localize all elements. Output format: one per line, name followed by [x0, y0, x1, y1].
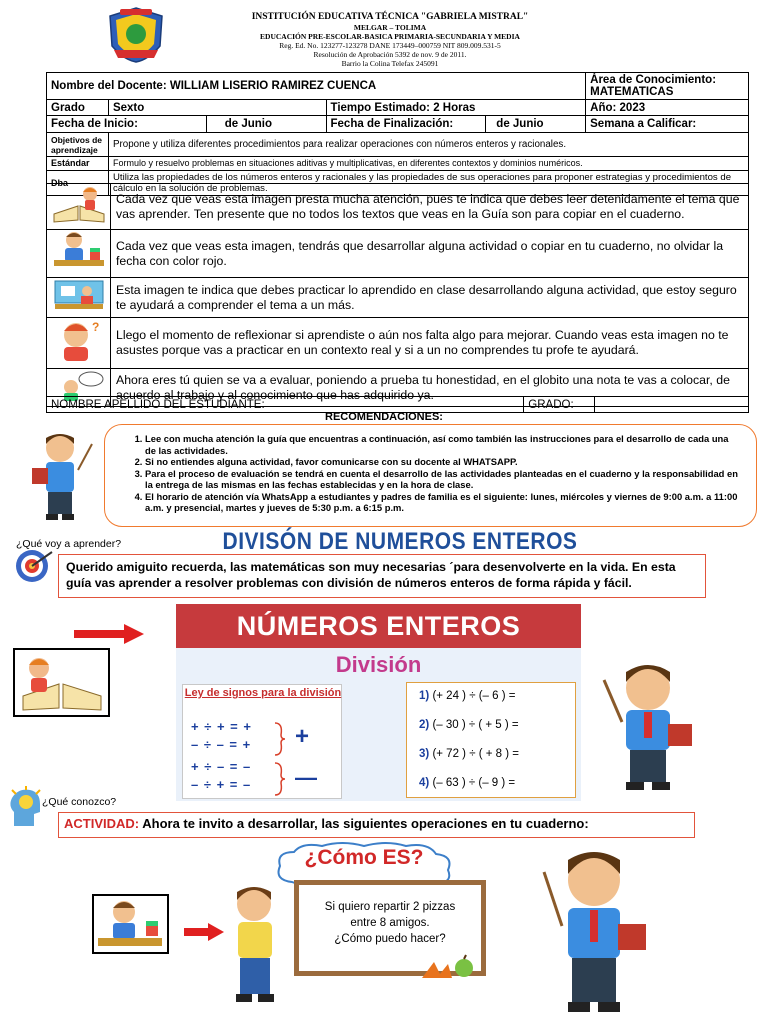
problem-line: ¿Cómo puedo hacer?: [334, 933, 446, 945]
time-label: Tiempo Estimado:: [330, 101, 430, 114]
time-value: 2 Horas: [433, 101, 476, 114]
activity-box: [58, 812, 695, 838]
operation-number: 1): [419, 690, 430, 702]
operations-box: [406, 682, 576, 798]
guide-info-table: [46, 72, 749, 196]
icon-cell: [47, 184, 111, 230]
activity-label: ACTIVIDAD:: [64, 816, 140, 831]
icon-cell: [47, 318, 111, 369]
student-name-label: NOMBRE APELLIDO DEL ESTUDIANTE:: [47, 397, 524, 413]
thinking-child-icon: [54, 319, 104, 363]
teacher-icon: [538, 846, 648, 1016]
brace-icon: [273, 721, 287, 757]
start-label: Fecha de Inicio:: [47, 116, 207, 133]
recommendation-item: 1. Lee con mucha atención la guía que encuentras a continuación, así como también las instrucciones para el desarrollo de cada una de las actividades.: [145, 433, 742, 456]
time-cell: [326, 100, 586, 116]
operation-item: [419, 719, 519, 731]
slide-subtitle: División: [335, 652, 422, 677]
como-es-title: ¿Cómo ES?: [304, 846, 424, 869]
year-cell: [586, 100, 749, 116]
lightbulb-head-icon: [6, 786, 44, 830]
grade-label: Grado: [47, 100, 109, 116]
reading-book-icon: [50, 184, 108, 224]
institution-resolution: Resolución de Aprobación 5392 de nov. 9 de 2011.: [313, 50, 467, 59]
standard-label: Estándar: [47, 157, 109, 171]
area-label: Área de Conocimiento:: [590, 74, 717, 86]
icon-row: [47, 184, 749, 230]
dba-label: Dba: [47, 171, 109, 196]
sign-rules-title: Ley de signos para la división: [184, 687, 342, 699]
learn-label: ¿Qué voy a aprender?: [16, 538, 122, 550]
end-value: de Junio: [486, 116, 586, 133]
school-logo-icon: [104, 6, 168, 64]
sign-result-negative: —: [295, 765, 317, 790]
start-value: de Junio: [206, 116, 326, 133]
reading-image-frame: [13, 648, 110, 717]
arrow-right-icon: [74, 624, 144, 644]
objectives-label: Objetivos de aprendizaje: [47, 133, 109, 157]
teacher-cell: [47, 73, 586, 100]
writing-student-icon: [94, 896, 167, 952]
leaves-and-apple-icon: [420, 954, 476, 980]
writing-student-icon: [50, 230, 108, 272]
end-label: Fecha de Finalización:: [326, 116, 486, 133]
icon-row-text: Esta imagen te indica que debes practicar lo aprendido en clase desarrollando alguna actividad, que estoy seguro te ayudará a comprender el tema a un más.: [111, 278, 749, 318]
sign-rule: – ÷ – = +: [191, 737, 252, 752]
teacher-label: Nombre del Docente:: [51, 80, 167, 92]
student-grade-label: GRADO:: [524, 397, 595, 413]
dba-value: Utiliza las propiedades de los números enteros y racionales y las propiedades de sus operaciones para proponer estrategias y procedimientos de cálculo en la solución de problemas.: [108, 171, 748, 196]
integers-division-slide: [176, 604, 581, 801]
thinking-student-icon: [224, 884, 292, 1008]
icon-legend-table: [46, 183, 749, 407]
reading-book-icon: [15, 650, 108, 715]
main-title: DIVISÓN DE NUMEROS ENTEROS: [222, 528, 578, 555]
intro-box: Querido amiguito recuerda, las matemáticas son muy necesarias ´para desenvolverte en la vida. En esta guía vas aprender a resolver problemas con división de números enteros de forma rápida y fácil.: [58, 554, 706, 598]
sign-rules-box: [182, 684, 342, 799]
icon-cell: [47, 278, 111, 318]
classroom-icon: [51, 278, 107, 312]
slide-title: NÚMEROS ENTEROS: [176, 604, 581, 648]
institution-name: INSTITUCIÓN EDUCATIVA TÉCNICA "GABRIELA MISTRAL": [251, 12, 529, 22]
area-value: MATEMATICAS: [590, 86, 674, 98]
icon-row-text: Ahora eres tú quien se va a evaluar, poniendo a prueba tu honestidad, en el globito una nota te vas a colocar, de acuerdo al trabajo y al conocimiento que has adquirido ya.: [111, 369, 749, 407]
grade-value: Sexto: [108, 100, 326, 116]
operation-number: 4): [419, 777, 430, 789]
target-icon: [14, 548, 54, 584]
standard-value: Formulo y resuelvo problemas en situaciones aditivas y multiplicativas, en diferentes contextos y dominios numéricos.: [108, 157, 748, 171]
problem-line: entre 8 amigos.: [350, 917, 430, 929]
writing-image-frame: [92, 894, 169, 954]
icon-cell: [47, 230, 111, 278]
recommendation-item: 3. Para el proceso de evaluación se tendrá en cuenta el desarrollo de las actividades planteadas en el cuaderno y la responsabilidad en la entrega de las mismas en las fechas establecidas y en la hora de clase.: [145, 468, 742, 491]
institution-info: [200, 12, 580, 68]
operation-item: [419, 777, 515, 789]
teacher-icon: [598, 660, 698, 792]
year-value: 2023: [619, 101, 646, 114]
icon-row: [47, 318, 749, 369]
operation-number: 2): [419, 719, 430, 731]
operation-expression: (+ 24 ) ÷ (– 6 ) =: [432, 690, 516, 702]
recommendation-item: 4. El horario de atención vía WhatsApp a estudiantes y padres de familia es el siguiente: lunes, miércoles y viernes de 9:00 a.m. a 11:00 a.m. y presencial, martes y jueves de 5:30 p.m. a 6:15 p.m.: [145, 491, 742, 514]
arrow-right-icon: [184, 923, 224, 941]
institution-education: EDUCACIÓN PRE-ESCOLAR-BASICA PRIMARIA-SECUNDARIA Y MEDIA: [260, 32, 520, 41]
recommendations-list: [123, 433, 742, 514]
icon-row: [47, 230, 749, 278]
operation-expression: (– 30 ) ÷ ( + 5 ) =: [432, 719, 519, 731]
sign-result-positive: +: [295, 723, 310, 750]
sign-rule: + ÷ – = –: [191, 759, 252, 774]
teacher-icon: [30, 430, 96, 524]
icon-row-text: Cada vez que veas esta imagen presta mucha atención, pues te indica que debes leer detenidamente el tema que vas aprender. Ten presente que no todos los textos que veas en la Guía son para copiar en el cuaderno.: [111, 184, 749, 230]
operation-item: [419, 748, 519, 760]
icon-row-text: Llego el momento de reflexionar si aprendiste o aún nos falta algo para mejorar. Cuando veas esta imagen no te asustes porque vas a practicar en un contexto real y si a un no comprendes tu profe te ayudará.: [111, 318, 749, 369]
recommendation-item: 2. Si no entiendes alguna actividad, favor comunicarse con su docente al WHATSAPP.: [145, 456, 742, 468]
activity-text: Ahora te invito a desarrollar, las siguientes operaciones en tu cuaderno:: [139, 816, 589, 831]
area-cell: [586, 73, 749, 100]
icon-row: [47, 278, 749, 318]
brace-icon: [273, 761, 287, 797]
year-label: Año:: [590, 101, 617, 114]
institution-city: MELGAR – TOLIMA: [353, 23, 427, 32]
objectives-value: Propone y utiliza diferentes procedimientos para realizar operaciones con números enteros y racionales.: [108, 133, 748, 157]
sign-rule: + ÷ + = +: [191, 719, 252, 734]
operation-expression: (– 63 ) ÷ (– 9 ) =: [432, 777, 516, 789]
operation-number: 3): [419, 748, 430, 760]
svg-text:?: ?: [91, 319, 99, 334]
institution-address: Barrio la Colina Telefax 245091: [341, 59, 439, 68]
sign-rule: – ÷ + = –: [191, 777, 252, 792]
week-label: Semana a Calificar:: [586, 116, 749, 133]
problem-line: Si quiero repartir 2 pizzas: [324, 901, 456, 913]
recommendations-title: RECOMENDACIONES:: [325, 411, 443, 423]
operation-expression: (+ 72 ) ÷ ( + 8 ) =: [432, 748, 519, 760]
institution-registry: Reg. Ed. No. 123277-123278 DANE 173449–000759 NIT 809.009.531-5: [279, 41, 501, 50]
recommendations-box: [104, 424, 757, 527]
operation-item: [419, 690, 515, 702]
know-label: ¿Qué conozco?: [42, 796, 117, 808]
teacher-name: WILLIAM LISERIO RAMIREZ CUENCA: [169, 80, 377, 92]
document-header: [0, 0, 768, 70]
icon-row-text: Cada vez que veas esta imagen, tendrás que desarrollar alguna actividad o copiar en tu cuaderno, no olvidar la fecha con color rojo.: [111, 230, 749, 278]
